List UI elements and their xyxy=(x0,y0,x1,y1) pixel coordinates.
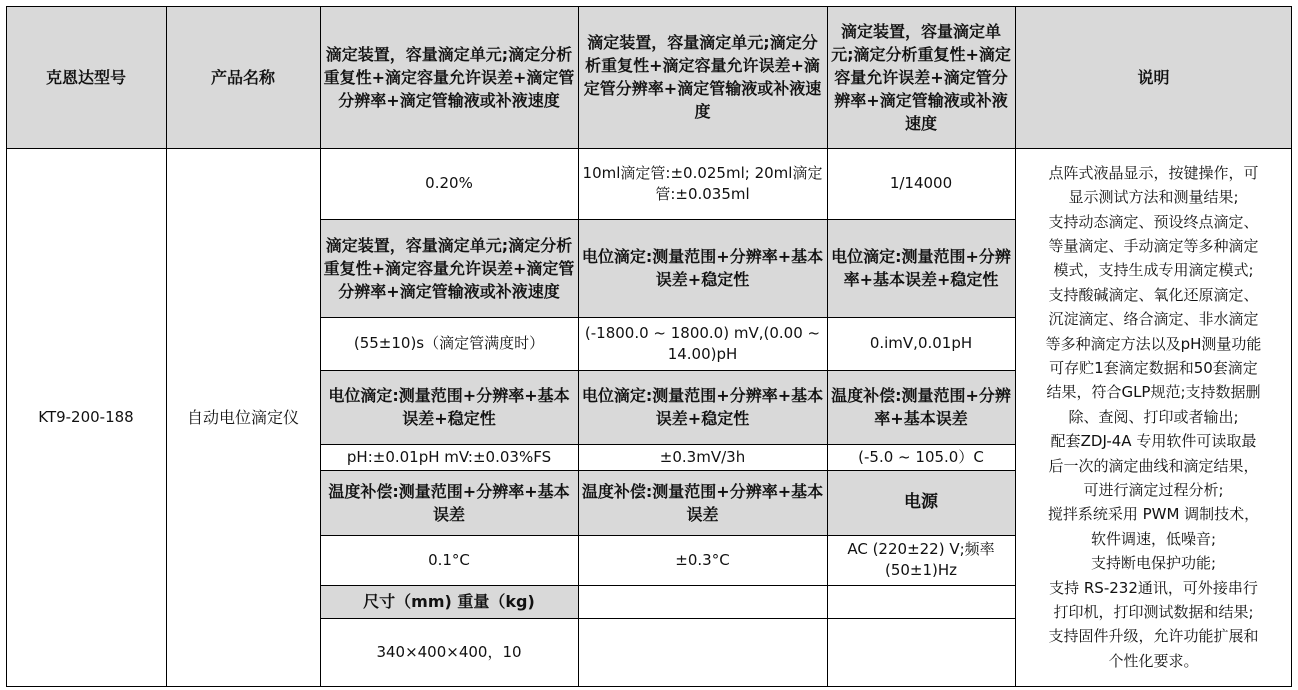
row8-col1 xyxy=(320,585,578,618)
row3-col3-text: 0.imV,0.01pH xyxy=(869,334,973,352)
description-line: 沉淀滴定、络合滴定、非水滴定 xyxy=(1048,310,1259,329)
row3-col1-text: (55±10)s（滴定管满度时） xyxy=(353,334,545,352)
description-line: 结果，符合GLP规范;支持数据删 xyxy=(1046,383,1261,402)
header-description-text: 说明 xyxy=(1137,67,1170,87)
row8-col2 xyxy=(578,585,827,618)
row9-col1 xyxy=(320,618,578,686)
header-col3-text: 滴定装置，容量滴定单元;滴定分析重复性+滴定容量允许误差+滴定管分辨率+滴定管输液或补液速度 xyxy=(831,21,1011,133)
description-line: 点阵式液晶显示，按键操作，可 xyxy=(1048,163,1259,182)
row9-col3 xyxy=(827,618,1015,686)
description-line: 搅拌系统采用 PWM 调制技术， xyxy=(1047,505,1260,524)
header-product-name-text: 产品名称 xyxy=(210,67,275,87)
row5-col1 xyxy=(320,444,578,470)
row7-col3-text: AC (220±22) V;频率(50±1)Hz xyxy=(847,540,995,579)
row4-col1 xyxy=(320,370,578,444)
row6-col3-text: 电源 xyxy=(904,492,938,512)
header-model xyxy=(6,6,166,148)
row4-col2 xyxy=(578,370,827,444)
row5-col3-text: (-5.0 ~ 105.0）C xyxy=(858,447,984,466)
row7-col2-text: ±0.3°C xyxy=(675,550,730,569)
description-line: 等多种滴定方法以及pH测量功能 xyxy=(1045,334,1262,353)
row6-col2 xyxy=(578,470,827,535)
row6-col2-text: 温度补偿:测量范围+分辨率+基本误差 xyxy=(581,481,824,524)
description-line: 支持动态滴定、预设终点滴定、 xyxy=(1048,212,1259,231)
row4-col2-text: 电位滴定:测量范围+分辨率+基本误差+稳定性 xyxy=(581,386,824,428)
row6-col1 xyxy=(320,470,578,535)
row2-col3 xyxy=(827,219,1015,317)
description-line: 后一次的滴定曲线和滴定结果， xyxy=(1048,456,1259,475)
row2-col1-text: 滴定装置，容量滴定单元;滴定分析重复性+滴定容量允许误差+滴定管分辨率+滴定管输液或补液速度 xyxy=(323,235,575,301)
header-description xyxy=(1015,6,1292,148)
row5-col2-text: ±0.3mV/3h xyxy=(659,447,746,466)
row3-col2 xyxy=(578,317,827,370)
row3-col2-text: (-1800.0 ~ 1800.0) mV,(0.00 ~ 14.00)pH xyxy=(584,323,821,363)
row3-col1 xyxy=(320,317,578,370)
header-col1-text: 滴定装置，容量滴定单元;滴定分析重复性+滴定容量允许误差+滴定管分辨率+滴定管输液或补液速度 xyxy=(323,44,575,110)
product-cell xyxy=(166,148,320,686)
description-line: 模式，支持生成专用滴定模式; xyxy=(1053,261,1254,280)
row5-col3 xyxy=(827,444,1015,470)
row6-col1-text: 温度补偿:测量范围+分辨率+基本误差 xyxy=(328,481,570,524)
model-value: KT9-200-188 xyxy=(38,407,134,426)
row7-col2 xyxy=(578,535,827,585)
description-line: 支持断电保护功能; xyxy=(1090,554,1217,573)
description-line: 可存贮1套滴定数据和50套滴定 xyxy=(1049,358,1258,377)
description-cell xyxy=(1015,148,1292,686)
header-col2-text: 滴定装置，容量滴定单元;滴定分析重复性+滴定容量允许误差+滴定管分辨率+滴定管输液或补液速度 xyxy=(583,33,822,121)
description-line: 可进行滴定过程分析; xyxy=(1083,481,1224,500)
row2-col2 xyxy=(578,219,827,317)
header-col2 xyxy=(578,6,827,148)
description-line: 等量滴定、手动滴定等多种滴定 xyxy=(1048,236,1259,255)
row7-col3 xyxy=(827,535,1015,585)
description-line: 支持酸碱滴定、氧化还原滴定、 xyxy=(1048,285,1259,304)
description-line: 支持 RS-232通讯，可外接串行 xyxy=(1049,578,1258,597)
row1-col3 xyxy=(827,148,1015,219)
row2-col2-text: 电位滴定:测量范围+分辨率+基本误差+稳定性 xyxy=(581,247,824,289)
row2-col1 xyxy=(320,219,578,317)
description-line: 支持固件升级，允许功能扩展和 xyxy=(1048,627,1259,646)
row8-col1-text: 尺寸（mm) 重量（kg) xyxy=(363,592,535,611)
row7-col1 xyxy=(320,535,578,585)
description-line: 打印机，打印测试数据和结果; xyxy=(1053,603,1254,622)
row1-col1 xyxy=(320,148,578,219)
row8-col3 xyxy=(827,585,1015,618)
model-cell xyxy=(6,148,166,686)
row5-col2 xyxy=(578,444,827,470)
row4-col1-text: 电位滴定:测量范围+分辨率+基本误差+稳定性 xyxy=(328,386,570,428)
header-model-text: 克恩达型号 xyxy=(45,67,126,87)
header-product-name xyxy=(166,6,320,148)
description-line: 软件调速，低噪音; xyxy=(1090,529,1217,548)
row6-col3 xyxy=(827,470,1015,535)
description-line: 显示测试方法和测量结果; xyxy=(1068,188,1239,207)
row3-col3 xyxy=(827,317,1015,370)
row4-col3 xyxy=(827,370,1015,444)
description-line: 除、查阅、打印或者输出; xyxy=(1068,407,1239,426)
row7-col1-text: 0.1°C xyxy=(428,550,470,569)
row1-col2 xyxy=(578,148,827,219)
product-value: 自动电位滴定仪 xyxy=(186,407,299,427)
description-line: 配套ZDJ-4A 专用软件可读取最 xyxy=(1050,432,1257,451)
row1-col3-text: 1/14000 xyxy=(889,174,953,192)
row9-col1-text: 340×400×400，10 xyxy=(376,642,522,661)
description-line: 个性化要求。 xyxy=(1108,651,1199,670)
header-col1 xyxy=(320,6,578,148)
row1-col2-text: 10ml滴定管:±0.025ml; 20ml滴定管:±0.035ml xyxy=(582,163,823,203)
row5-col1-text: pH:±0.01pH mV:±0.03%FS xyxy=(346,447,552,466)
row1-col1-text: 0.20% xyxy=(425,174,473,192)
row2-col3-text: 电位滴定:测量范围+分辨率+基本误差+稳定性 xyxy=(831,247,1011,289)
row4-col3-text: 温度补偿:测量范围+分辨率+基本误差 xyxy=(831,386,1011,428)
header-col3 xyxy=(827,6,1015,148)
row9-col2 xyxy=(578,618,827,686)
